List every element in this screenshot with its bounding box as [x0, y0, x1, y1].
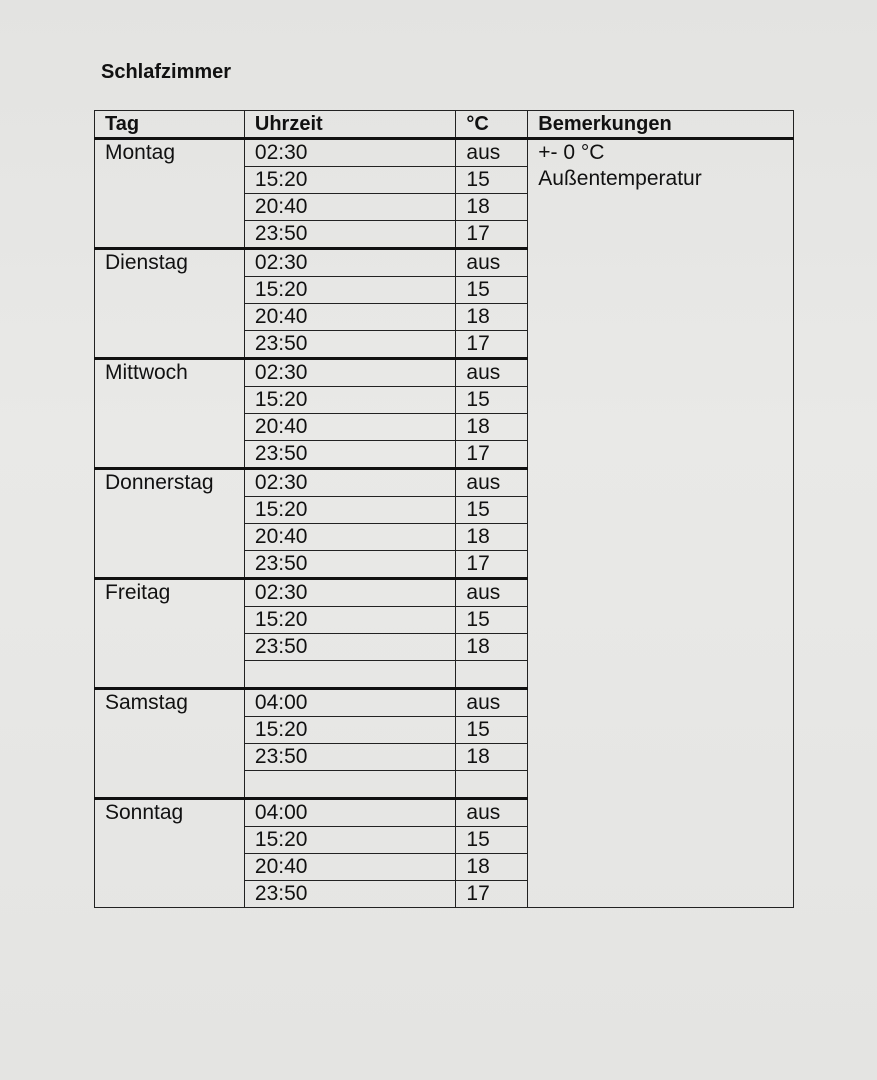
temp-cell: aus: [456, 249, 528, 277]
remark-line: Außentemperatur: [538, 167, 702, 190]
time-cell: 04:00: [244, 689, 456, 717]
time-cell: 23:50: [244, 634, 456, 661]
header-temp: °C: [456, 111, 528, 139]
time-cell: 15:20: [244, 277, 456, 304]
temp-cell: 17: [456, 551, 528, 579]
time-cell: 02:30: [244, 359, 456, 387]
day-cell: Dienstag: [95, 249, 245, 359]
time-cell: 20:40: [244, 524, 456, 551]
time-cell: 20:40: [244, 304, 456, 331]
header-uhrzeit: Uhrzeit: [244, 111, 456, 139]
time-cell: [244, 661, 456, 689]
time-cell: 23:50: [244, 551, 456, 579]
temp-cell: 15: [456, 387, 528, 414]
time-cell: 02:30: [244, 579, 456, 607]
day-cell: Samstag: [95, 689, 245, 799]
temp-cell: [456, 771, 528, 799]
time-cell: 15:20: [244, 167, 456, 194]
time-cell: 23:50: [244, 331, 456, 359]
temp-cell: 15: [456, 607, 528, 634]
temp-cell: 18: [456, 414, 528, 441]
temp-cell: aus: [456, 579, 528, 607]
remarks-cell: [528, 139, 794, 908]
time-cell: 23:50: [244, 441, 456, 469]
time-cell: 20:40: [244, 414, 456, 441]
temp-cell: aus: [456, 359, 528, 387]
temp-cell: 18: [456, 854, 528, 881]
header-row: [95, 111, 794, 139]
day-cell: Mittwoch: [95, 359, 245, 469]
time-cell: 23:50: [244, 744, 456, 771]
temp-cell: 17: [456, 881, 528, 908]
table-row: [95, 139, 794, 167]
time-cell: 20:40: [244, 194, 456, 221]
time-cell: [244, 771, 456, 799]
day-cell: Sonntag: [95, 799, 245, 908]
temp-cell: 18: [456, 634, 528, 661]
temp-cell: [456, 661, 528, 689]
schedule-table: [94, 110, 794, 908]
page-title: Schlafzimmer: [101, 61, 232, 83]
day-cell: Donnerstag: [95, 469, 245, 579]
temp-cell: 15: [456, 277, 528, 304]
temp-cell: 15: [456, 167, 528, 194]
header-bemerkungen: Bemerkungen: [528, 111, 794, 139]
temp-cell: aus: [456, 689, 528, 717]
time-cell: 20:40: [244, 854, 456, 881]
remark-line: +- 0 °C: [538, 141, 605, 164]
temp-cell: 17: [456, 441, 528, 469]
temp-cell: 18: [456, 304, 528, 331]
schedule-body: [95, 139, 794, 908]
temp-cell: aus: [456, 799, 528, 827]
temp-cell: aus: [456, 469, 528, 497]
time-cell: 15:20: [244, 827, 456, 854]
time-cell: 04:00: [244, 799, 456, 827]
time-cell: 02:30: [244, 139, 456, 167]
temp-cell: 17: [456, 221, 528, 249]
header-tag: Tag: [95, 111, 245, 139]
temp-cell: 18: [456, 194, 528, 221]
time-cell: 02:30: [244, 249, 456, 277]
time-cell: 15:20: [244, 497, 456, 524]
temp-cell: 18: [456, 524, 528, 551]
time-cell: 15:20: [244, 607, 456, 634]
temp-cell: aus: [456, 139, 528, 167]
day-cell: Montag: [95, 139, 245, 249]
time-cell: 02:30: [244, 469, 456, 497]
temp-cell: 17: [456, 331, 528, 359]
time-cell: 15:20: [244, 717, 456, 744]
time-cell: 23:50: [244, 221, 456, 249]
time-cell: 15:20: [244, 387, 456, 414]
temp-cell: 15: [456, 497, 528, 524]
day-cell: Freitag: [95, 579, 245, 689]
time-cell: 23:50: [244, 881, 456, 908]
temp-cell: 15: [456, 717, 528, 744]
temp-cell: 18: [456, 744, 528, 771]
temp-cell: 15: [456, 827, 528, 854]
